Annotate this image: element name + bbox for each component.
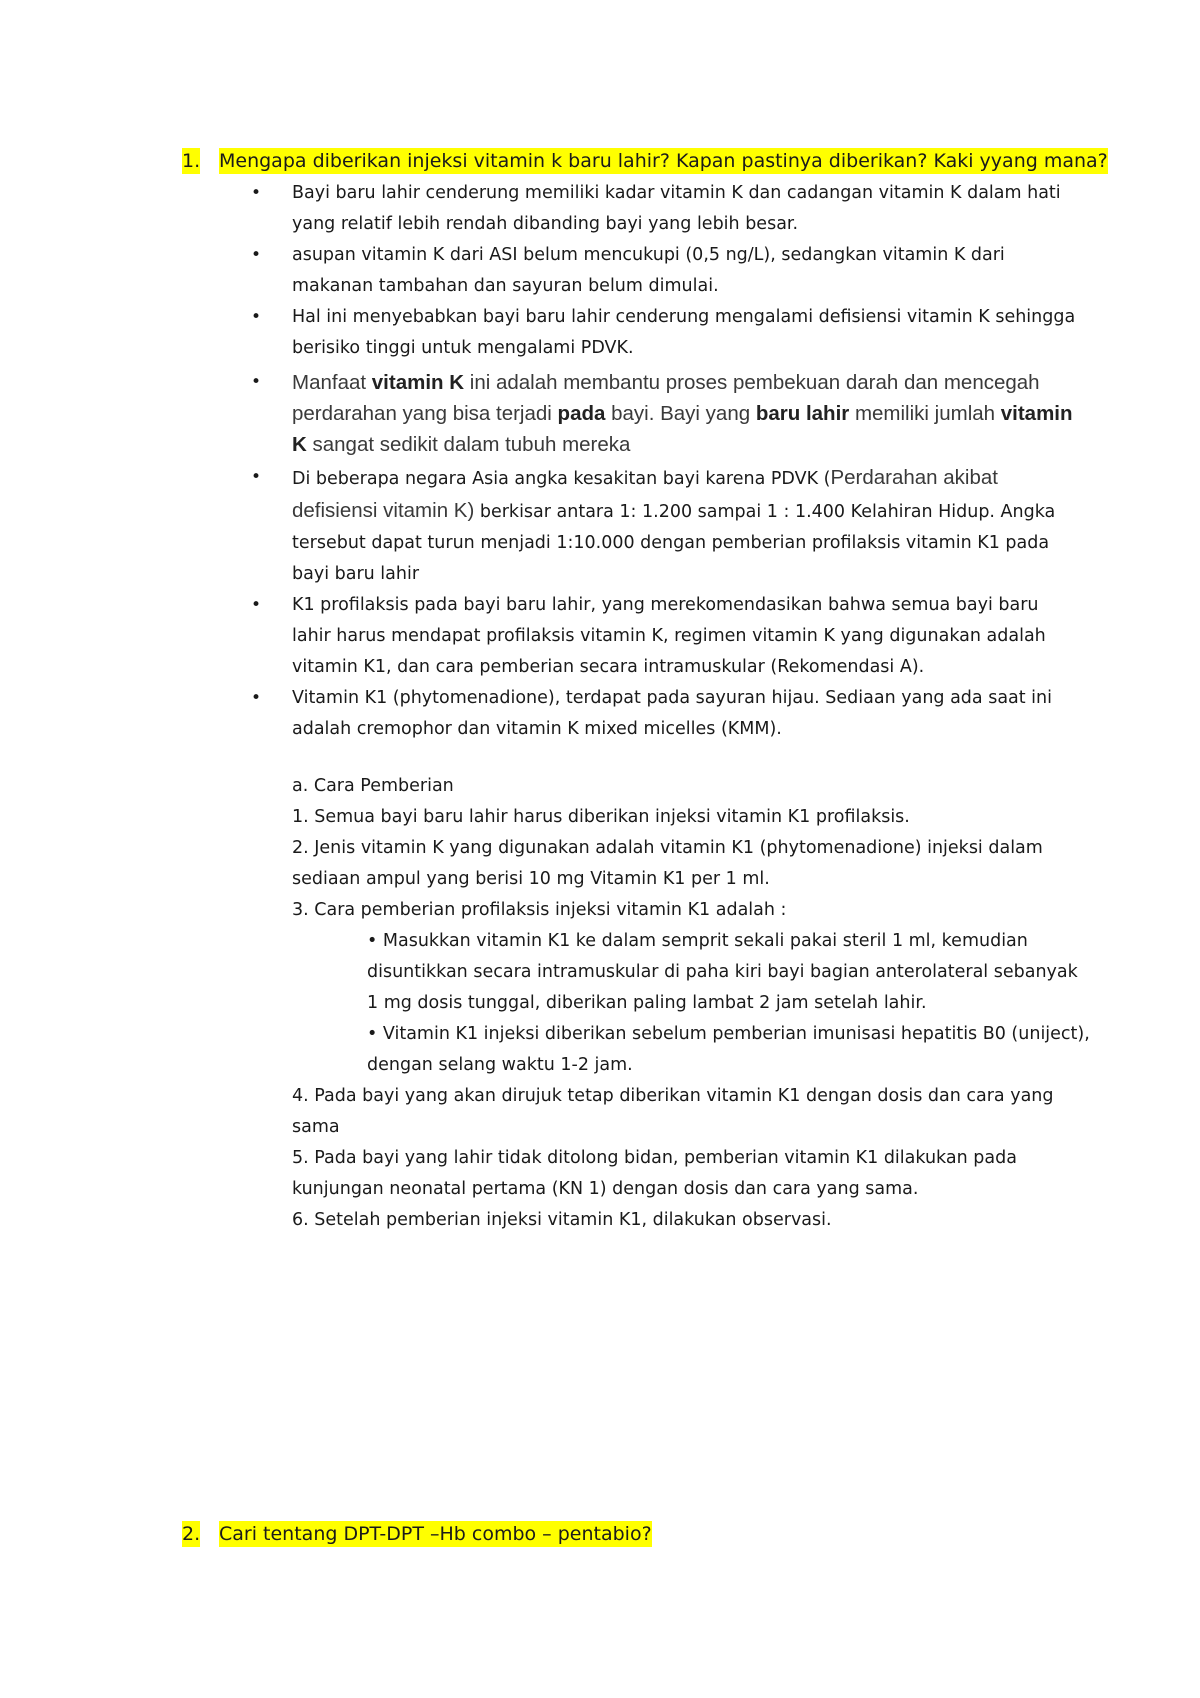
- answer-bullet-list: [251, 178, 1082, 745]
- bullet-text-part: sangat sedikit dalam tubuh mereka: [306, 433, 631, 456]
- bullet-text-bold: vitamin K: [292, 402, 1073, 456]
- bullet-text-part: memiliki jumlah: [849, 402, 1001, 425]
- bullet-text-bold: baru lahir: [755, 402, 850, 425]
- cara-subitem-2: • Vitamin K1 injeksi diberikan sebelum pemberian imunisasi hepatitis B0 (uniject), dengan selang waktu 1-2 jam.: [367, 1024, 1090, 1075]
- cara-item-3: 3. Cara pemberian profilaksis injeksi vitamin K1 adalah :: [292, 900, 787, 920]
- bullet-text: Vitamin K1 (phytomenadione), terdapat pada sayuran hijau. Sediaan yang ada saat ini adalah cremophor dan vitamin K mixed micelles (KMM).: [292, 688, 1053, 739]
- cara-subitem-1: • Masukkan vitamin K1 ke dalam semprit sekali pakai steril 1 ml, kemudian disuntikkan secara intramuskular di paha kiri bayi bagian anterolateral sebanyak 1 mg dosis tunggal, diberikan paling lambat 2 jam setelah lahir.: [367, 931, 1078, 1013]
- list-item: [251, 590, 1082, 683]
- cara-item-5: 5. Pada bayi yang lahir tidak ditolong bidan, pemberian vitamin K1 dilakukan pada kunjungan neonatal pertama (KN 1) dengan dosis dan cara yang sama.: [292, 1148, 1017, 1199]
- bullet-text-part: bayi. Bayi yang: [605, 402, 756, 425]
- bullet-icon: •: [251, 595, 262, 615]
- bullet-text-bold: vitamin K: [371, 371, 465, 394]
- bullet-text-part: Manfaat: [292, 371, 372, 394]
- list-item: [251, 683, 1082, 745]
- bullet-text: Bayi baru lahir cenderung memiliki kadar vitamin K dan cadangan vitamin K dalam hati yang relatif lebih rendah dibanding bayi yang lebih besar.: [292, 183, 1061, 234]
- bullet-icon: •: [251, 245, 262, 265]
- cara-item-6: 6. Setelah pemberian injeksi vitamin K1, dilakukan observasi.: [292, 1210, 832, 1230]
- bullet-icon: •: [251, 307, 262, 327]
- section-heading: a. Cara Pemberian: [292, 776, 454, 796]
- cara-item-4: 4. Pada bayi yang akan dirujuk tetap diberikan vitamin K1 dengan dosis dan cara yang sama: [292, 1086, 1054, 1137]
- question-2-number: 2.: [182, 1523, 201, 1545]
- question-1-number: 1.: [182, 150, 201, 172]
- list-item: [251, 240, 1082, 302]
- bullet-text-part: berkisar antara 1: 1.200 sampai 1 : 1.400 Kelahiran Hidup. Angka tersebut dapat turun menjadi 1:10.000 dengan pemberian profilaksis vitamin K1 pada bayi baru lahir: [292, 502, 1056, 584]
- list-item: [251, 178, 1082, 240]
- cara-item-2: 2. Jenis vitamin K yang digunakan adalah vitamin K1 (phytomenadione) injeksi dalam sediaan ampul yang berisi 10 mg Vitamin K1 per 1 ml.: [292, 838, 1043, 889]
- bullet-text: K1 profilaksis pada bayi baru lahir, yang merekomendasikan bahwa semua bayi baru lahir harus mendapat profilaksis vitamin K, regimen vitamin K yang digunakan adalah vitamin K1, dan cara pemberian secara intramuskular (Rekomendasi A).: [292, 595, 1046, 677]
- list-item: [251, 302, 1082, 364]
- cara-item-1: 1. Semua bayi baru lahir harus diberikan injeksi vitamin K1 profilaksis.: [292, 807, 910, 827]
- bullet-text-part: Di beberapa negara Asia angka kesakitan bayi karena PDVK (: [292, 469, 831, 489]
- bullet-text-bold: pada: [557, 402, 606, 425]
- bullet-text-part: ini adalah membantu proses pembekuan darah dan mencegah perdarahan yang bisa terjadi: [292, 371, 1040, 425]
- bullet-icon: •: [251, 688, 262, 708]
- question-2-text: Cari tentang DPT-DPT –Hb combo – pentabio?: [219, 1523, 652, 1545]
- bullet-text-part: Perdarahan akibat defisiensi vitamin K): [292, 466, 998, 522]
- question-1-text: Mengapa diberikan injeksi vitamin k baru lahir? Kapan pastinya diberikan? Kaki yyang mana?: [219, 150, 1108, 172]
- bullet-icon: •: [251, 183, 262, 203]
- list-item: [251, 462, 1082, 590]
- bullet-text: Hal ini menyebabkan bayi baru lahir cenderung mengalami defisiensi vitamin K sehingga berisiko tinggi untuk mengalami PDVK.: [292, 307, 1076, 358]
- bullet-icon: •: [251, 467, 262, 487]
- list-item: [251, 367, 1082, 460]
- bullet-icon: •: [251, 372, 262, 392]
- bullet-text: asupan vitamin K dari ASI belum mencukupi (0,5 ng/L), sedangkan vitamin K dari makanan tambahan dan sayuran belum dimulai.: [292, 245, 1005, 296]
- cara-pemberian-section: [292, 771, 1092, 1236]
